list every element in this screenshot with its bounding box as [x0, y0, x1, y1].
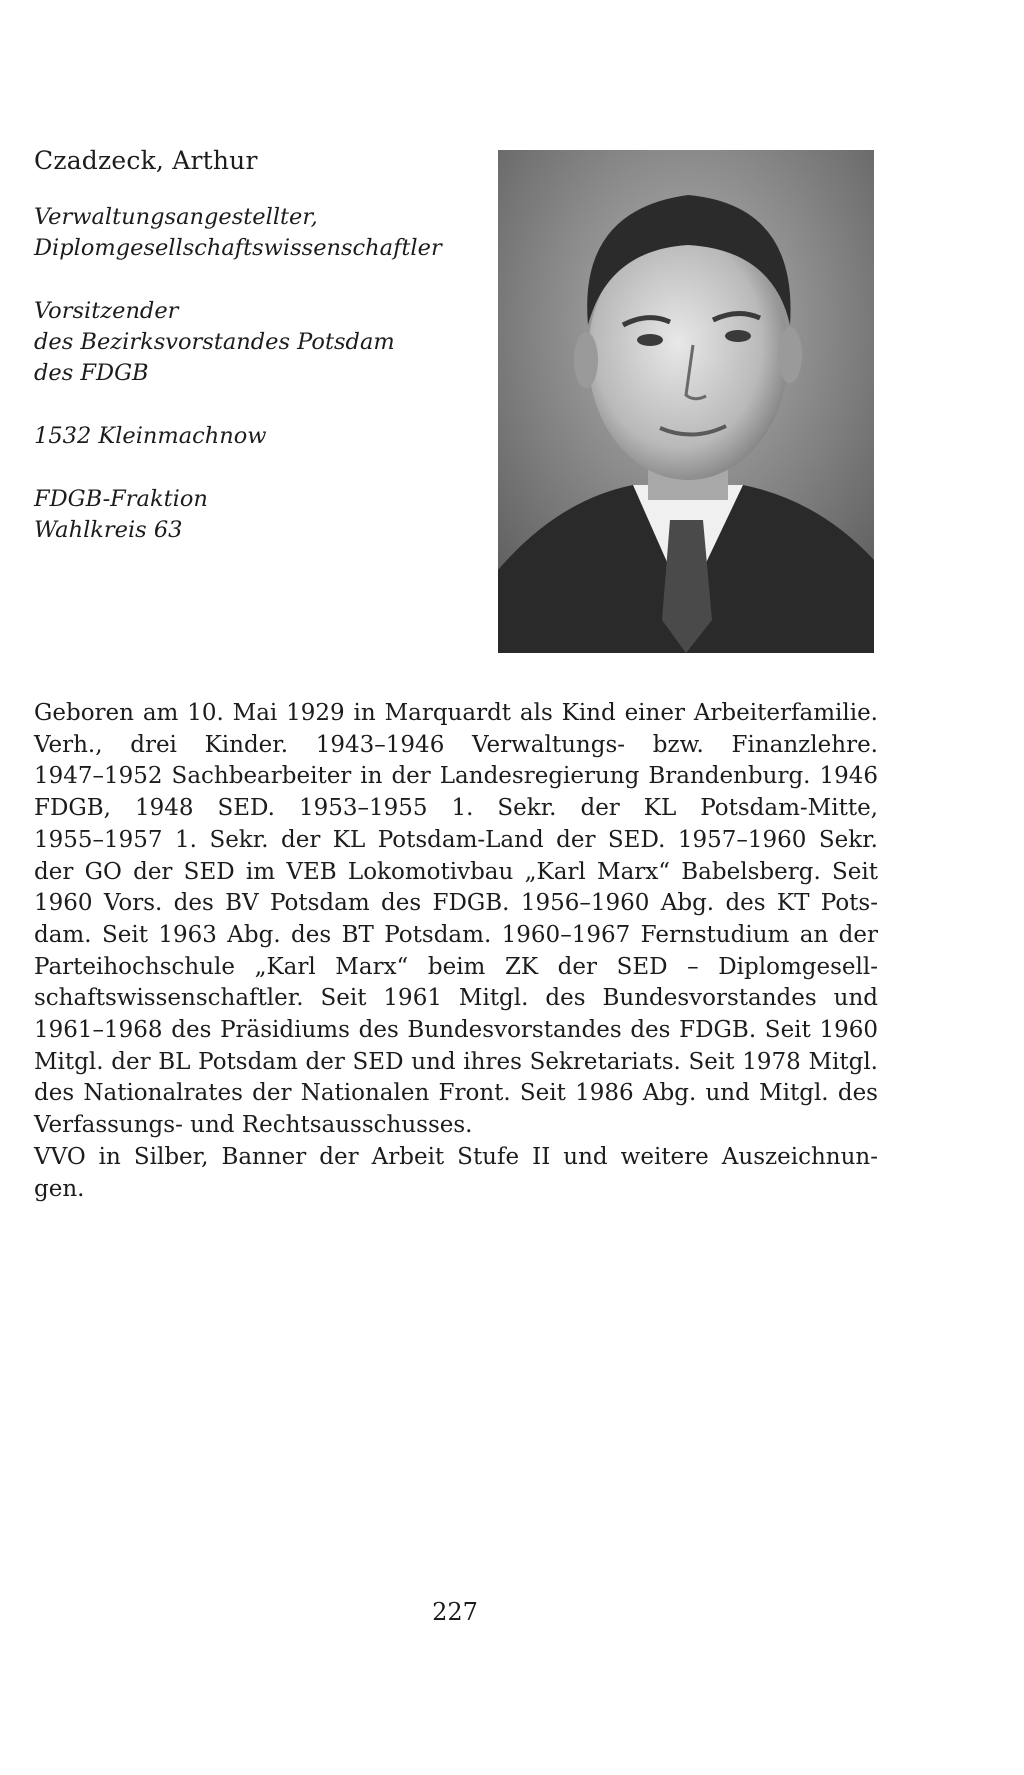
bio-line: 1960 Vors. des BV Potsdam des FDGB. 1956–1960 Abg. des KT Pots- — [34, 890, 878, 917]
portrait-illustration — [498, 150, 874, 653]
bio-line: Verh., drei Kinder. 1943–1946 Verwaltungs- bzw. Finanzlehre. — [34, 731, 878, 758]
entry-metadata — [34, 202, 474, 578]
portrait-photo — [498, 150, 874, 653]
bio-line: dam. Seit 1963 Abg. des BT Potsdam. 1960–1967 Fernstudium an der — [34, 921, 878, 948]
bio-line: FDGB, 1948 SED. 1953–1955 1. Sekr. der KL Potsdam-Mitte, — [34, 795, 878, 822]
position — [34, 296, 474, 389]
occupation — [34, 202, 474, 264]
residence — [34, 421, 474, 452]
bio-line: Parteihochschule „Karl Marx“ beim ZK der SED – Diplomgesell- — [34, 953, 878, 980]
biography-paragraph — [34, 1142, 878, 1205]
bio-line: Mitgl. der BL Potsdam der SED und ihres Sekretariats. Seit 1978 Mitgl. — [34, 1048, 878, 1075]
bio-line: 1955–1957 1. Sekr. der KL Potsdam-Land der SED. 1957–1960 Sekr. — [34, 826, 878, 853]
position-line: des FDGB — [34, 360, 149, 386]
position-line: des Bezirksvorstandes Potsdam — [34, 329, 395, 355]
biography — [34, 698, 878, 1205]
bio-line: 1947–1952 Sachbearbeiter in der Landesregierung Brandenburg. 1946 — [34, 763, 878, 790]
residence-line: 1532 Kleinmachnow — [34, 423, 267, 449]
faction — [34, 484, 474, 546]
entry-name: Czadzeck, Arthur — [34, 146, 258, 175]
biography-paragraph — [34, 698, 878, 1142]
bio-line: 1961–1968 des Präsidiums des Bundesvorstandes des FDGB. Seit 1960 — [34, 1017, 878, 1044]
bio-line: des Nationalrates der Nationalen Front. Seit 1986 Abg. und Mitgl. des — [34, 1080, 878, 1107]
occupation-line: Diplomgesellschaftswissenschaftler — [34, 235, 442, 261]
bio-line: gen. — [34, 1175, 85, 1202]
bio-line: VVO in Silber, Banner der Arbeit Stufe II und weitere Auszeichnun- — [34, 1143, 878, 1170]
bio-line: Verfassungs- und Rechtsausschusses. — [34, 1112, 473, 1139]
bio-line: schaftswissenschaftler. Seit 1961 Mitgl. des Bundesvorstandes und — [34, 985, 878, 1012]
position-line: Vorsitzender — [34, 298, 179, 324]
bio-line: Geboren am 10. Mai 1929 in Marquardt als Kind einer Arbeiterfamilie. — [34, 700, 878, 726]
bio-line: der GO der SED im VEB Lokomotivbau „Karl Marx“ Babelsberg. Seit — [34, 858, 878, 885]
faction-line: Wahlkreis 63 — [34, 517, 183, 543]
faction-line: FDGB-Fraktion — [34, 486, 208, 512]
occupation-line: Verwaltungsangestellter, — [34, 204, 318, 230]
page-number: 227 — [432, 1598, 478, 1626]
